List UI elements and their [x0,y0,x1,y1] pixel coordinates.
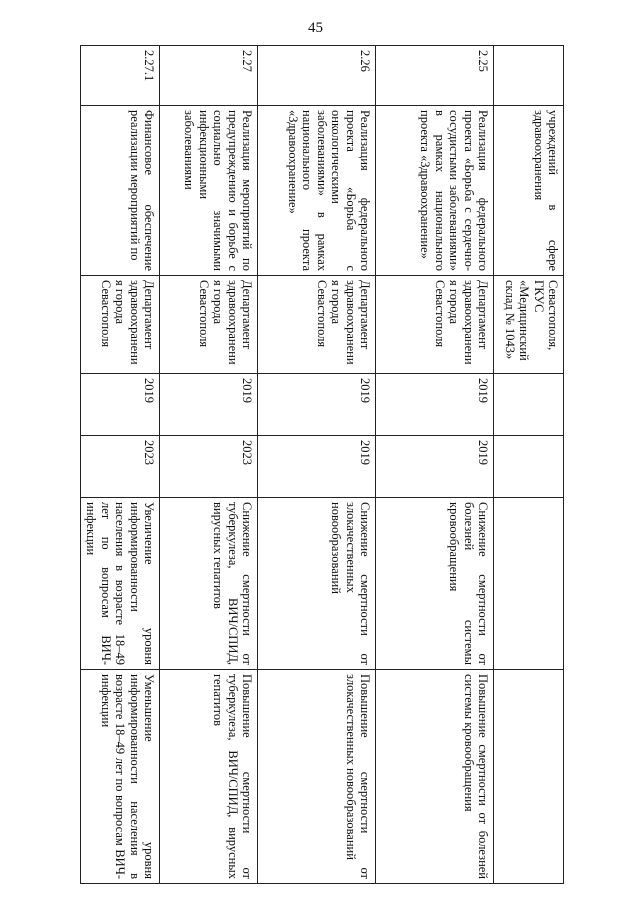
cell-name: учреждений в сфере здравоохранения [494,106,564,276]
cell-end [494,436,564,498]
cell-name: Реализация федерального проекта «Борьба с онкологическими заболеваниями» в рамках национального проекта «Здравоохранение» [258,106,376,276]
table-row [258,46,376,884]
cell-start [494,374,564,436]
cell-result: Увеличение уровня информированности населения в возрасте 18–49 лет по вопросам ВИЧ-инфекции [81,498,160,670]
cell-executor: Департамент здравоохранения города Севастополя [376,276,494,374]
cell-result: Снижение смертности от болезней системы кровообращения [376,498,494,670]
cell-executor: Департамент здравоохранения города Севастополя [81,276,160,374]
cell-num [494,46,564,106]
table-row [81,46,160,884]
cell-result: Снижение смертности от туберкулеза, ВИЧ/СПИД, вирусных гепатитов [160,498,258,670]
cell-result [494,498,564,670]
table-row [160,46,258,884]
cell-problems: Уменьшение уровня информированности населения в возрасте 18–49 лет по вопросам ВИЧ-инфекции [81,670,160,884]
cell-end: 2023 [81,436,160,498]
page-number: 45 [308,20,323,36]
cell-end: 2023 [160,436,258,498]
cell-num: 2.25 [376,46,494,106]
cell-executor: Севастополя, ГКУС «Медицинский склад № 1043» [494,276,564,374]
cell-num: 2.27 [160,46,258,106]
measures-table [80,45,564,884]
cell-num: 2.26 [258,46,376,106]
cell-problems [494,670,564,884]
cell-executor: Департамент здравоохранения города Севастополя [160,276,258,374]
table-row [494,46,564,884]
cell-name: Реализация федерального проекта «Борьба с сердечно-сосудистыми заболеваниями» в рамках национального проекта «Здравоохранение» [376,106,494,276]
cell-executor: Департамент здравоохранения города Севастополя [258,276,376,374]
cell-problems: Повышение смертности от злокачественных новообразований [258,670,376,884]
cell-end: 2019 [258,436,376,498]
cell-start: 2019 [376,374,494,436]
cell-start: 2019 [81,374,160,436]
table-row [376,46,494,884]
cell-name: Реализация мероприятий по предупреждению и борьбе с социально значимыми инфекционными заболеваниями [160,106,258,276]
cell-start: 2019 [160,374,258,436]
cell-problems: Повышение смертности от болезней системы кровообращения [376,670,494,884]
cell-result: Снижение смертности от злокачественных новообразований [258,498,376,670]
cell-start: 2019 [258,374,376,436]
cell-num: 2.27.1 [81,46,160,106]
rotated-table-container [84,45,564,883]
cell-end: 2019 [376,436,494,498]
cell-problems: Повышение смертности от туберкулеза, ВИЧ/СПИД, вирусных гепатитов [160,670,258,884]
cell-name: Финансовое обеспечение реализации мероприятий по [81,106,160,276]
